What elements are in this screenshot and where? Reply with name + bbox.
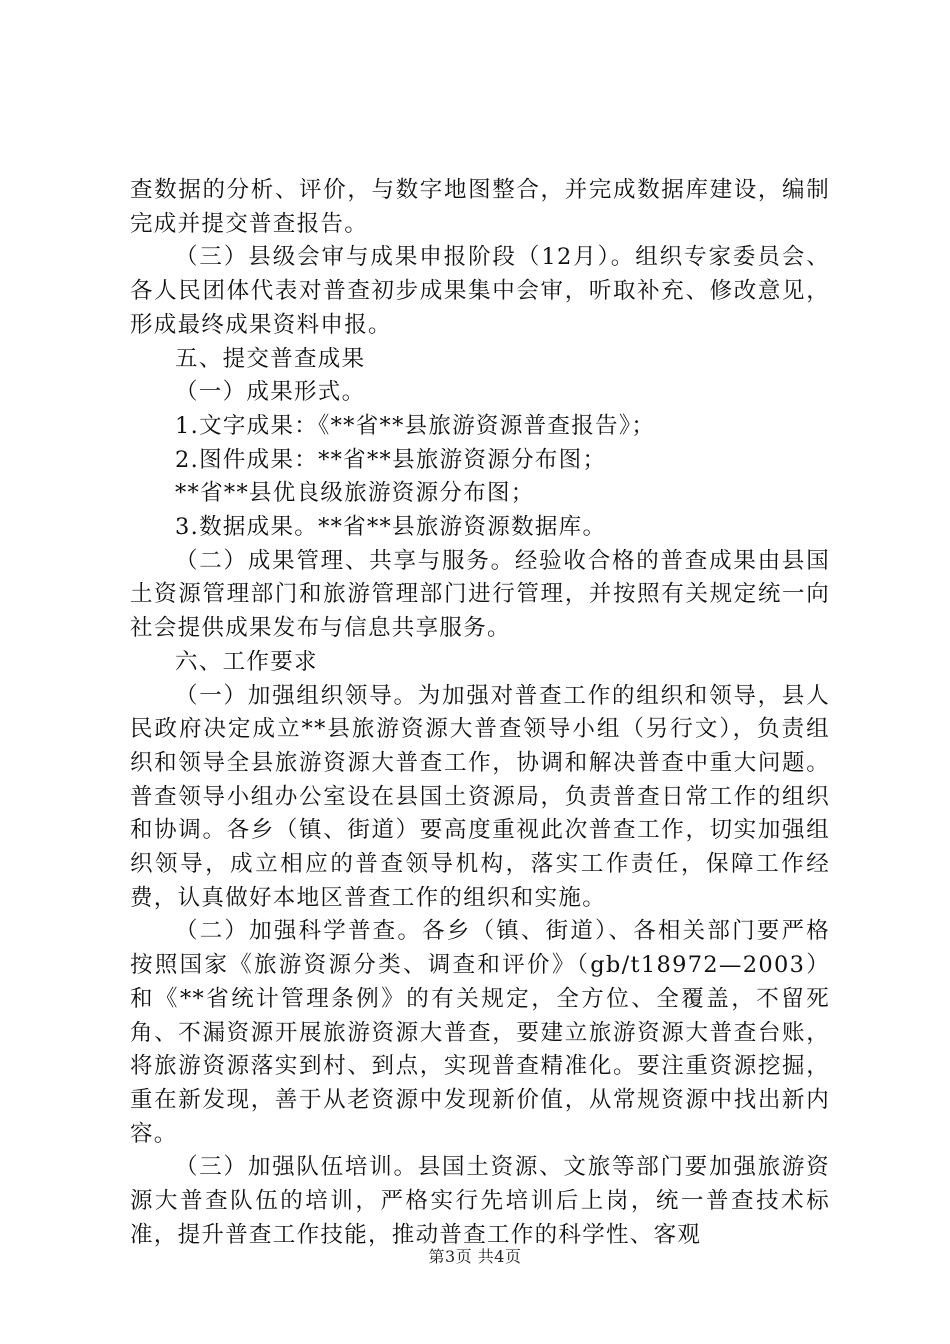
list-item-map-results: 2.图件成果：**省**县旅游资源分布图；: [175, 446, 607, 473]
document-body: [130, 174, 830, 1253]
paragraph-organization: （一）加强组织领导。为加强对普查工作的组织和领导，县人民政府决定成立**县旅游资源大普查领导小组（另行文），负责组织和领导全县旅游资源大普查工作，协调和解决普查中重大问题。普查领导小组办公室设在县国土资源局，负责普查日常工作的组织和协调。各乡（镇、街道）要高度重视此次普查工作，切实加强组织领导，成立相应的普查领导机构，落实工作责任，保障工作经费，认真做好本地区普查工作的组织和实施。: [130, 682, 830, 911]
paragraph-results-management: （二）成果管理、共享与服务。经验收合格的普查成果由县国土资源管理部门和旅游管理部门进行管理，并按照有关规定统一向社会提供成果发布与信息共享服务。: [130, 547, 830, 642]
paragraph-training: （三）加强队伍培训。县国土资源、文旅等部门要加强旅游资源大普查队伍的培训，严格实行先培训后上岗，统一普查技术标准，提升普查工作技能，推动普查工作的科学性、客观: [130, 1154, 830, 1248]
subheading-results-form: （一）成果形式。: [175, 379, 366, 406]
paragraph-scientific-survey: （二）加强科学普查。各乡（镇、街道）、各相关部门要严格按照国家《旅游资源分类、调查和评价》（gb/t18972—2003）和《**省统计管理条例》的有关规定，全方位、全覆盖，不留死角、不漏资源开展旅游资源大普查，要建立旅游资源大普查台账，将旅游资源落实到村、到点，实现普查精准化。要注重资源挖掘，重在新发现，善于从老资源中发现新价值，从常规资源中找出新内容。: [130, 918, 830, 1147]
section-heading-5: 五、提交普查成果: [175, 345, 366, 372]
page-footer: 第3页 共4页: [428, 1247, 522, 1266]
list-item-map-results-cont: **省**县优良级旅游资源分布图；: [175, 480, 535, 507]
paragraph-1: 查数据的分析、评价，与数字地图整合，并完成数据库建设，编制完成并提交普查报告。: [130, 177, 830, 237]
list-item-text-results: 1.文字成果：《**省**县旅游资源普查报告》；: [175, 412, 656, 439]
paragraph-2: （三）县级会审与成果申报阶段（12月）。组织专家委员会、各人民团体代表对普查初步成果集中会审，听取补充、修改意见，形成最终成果资料申报。: [130, 244, 830, 338]
list-item-data-results: 3.数据成果。**省**县旅游资源数据库。: [175, 514, 607, 541]
section-heading-6: 六、工作要求: [175, 648, 318, 675]
